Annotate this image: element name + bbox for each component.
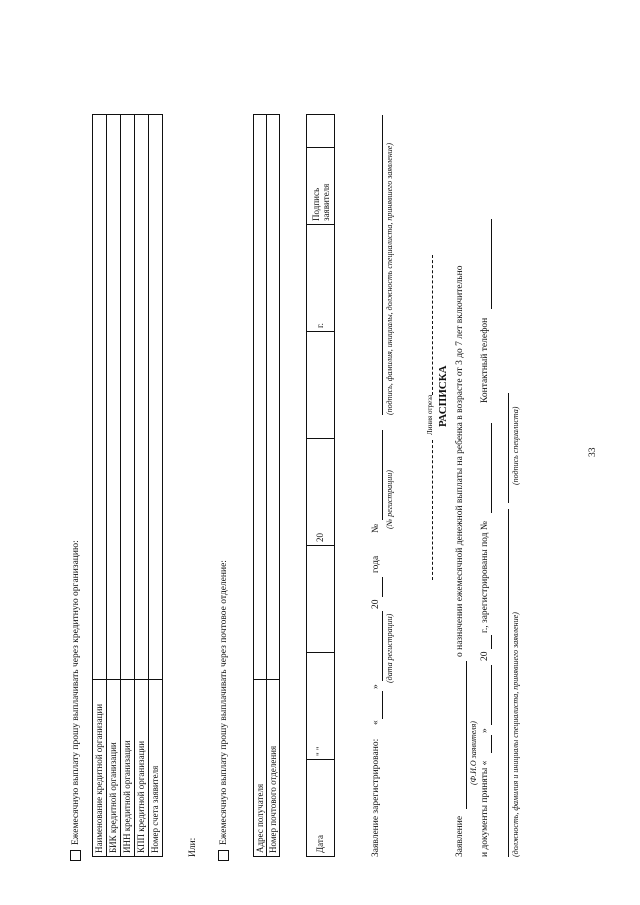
receipt-docs-prefix: и документы приняты « bbox=[480, 760, 490, 857]
receipt-docs-day-line[interactable] bbox=[491, 735, 492, 753]
sign-signature-label-text: Подпись заявителя bbox=[310, 183, 331, 221]
bank-value-inn[interactable] bbox=[121, 115, 135, 680]
registration-day-line[interactable] bbox=[382, 691, 383, 719]
bank-value-account[interactable] bbox=[149, 115, 163, 680]
sign-year-prefix[interactable]: 20 bbox=[307, 439, 335, 546]
post-option-label: Ежемесячную выплату прошу выплачивать через почтовое отделение: bbox=[219, 560, 229, 845]
receipt-docs-month-line[interactable] bbox=[491, 665, 492, 725]
receipt-applicant-line[interactable] bbox=[466, 661, 467, 809]
post-row-office: Номер почтового отделения bbox=[267, 680, 280, 857]
receipt-position-line[interactable] bbox=[508, 509, 509, 857]
cut-line-left bbox=[432, 440, 433, 580]
receipt-statement-word: Заявление bbox=[455, 815, 465, 857]
sign-date-label: Дата bbox=[307, 760, 335, 857]
cut-line-label: Линия отреза bbox=[426, 394, 434, 435]
or-label: Или: bbox=[188, 837, 198, 857]
registration-year-word: года bbox=[371, 555, 381, 573]
registration-year-line[interactable] bbox=[382, 577, 383, 597]
receipt-docs-number-line[interactable] bbox=[491, 423, 492, 513]
bank-option-label: Ежемесячную выплату прошу выплачивать через кредитную организацию: bbox=[71, 540, 81, 845]
post-value-office[interactable] bbox=[267, 115, 280, 680]
registration-number-sign: № bbox=[371, 523, 381, 533]
receipt-title: РАСПИСКА bbox=[437, 365, 449, 427]
bank-row-kpp: КПП кредитной организации bbox=[135, 680, 149, 857]
registration-month-line[interactable] bbox=[382, 611, 383, 681]
post-value-address[interactable] bbox=[254, 115, 267, 680]
registration-label: Заявление зарегистрировано: bbox=[371, 738, 381, 857]
receipt-cap-applicant: (Ф.И.О заявителя) bbox=[469, 721, 478, 785]
bank-value-kpp[interactable] bbox=[135, 115, 149, 680]
bank-details-table bbox=[92, 114, 163, 857]
sign-signature-cell[interactable] bbox=[307, 115, 335, 148]
bank-row-inn: ИНН кредитной организации bbox=[121, 680, 135, 857]
sign-month[interactable] bbox=[307, 546, 335, 653]
post-option-checkbox[interactable] bbox=[218, 850, 229, 861]
registration-cap-date: (дата регистрации) bbox=[385, 613, 394, 683]
receipt-docs-year: 20 bbox=[480, 651, 490, 661]
sign-year-suffix: г. bbox=[307, 225, 335, 332]
registration-cap-number: (№ регистрации) bbox=[385, 470, 394, 529]
sign-year[interactable] bbox=[307, 332, 335, 439]
bank-value-name[interactable] bbox=[93, 115, 107, 680]
bank-value-bik[interactable] bbox=[107, 115, 121, 680]
receipt-docs-close: » bbox=[480, 728, 490, 733]
post-details-table bbox=[253, 114, 280, 857]
registration-quote-close: » bbox=[371, 684, 381, 689]
signature-table bbox=[306, 114, 335, 857]
bank-row-name: Наименование кредитной организации bbox=[93, 680, 107, 857]
receipt-phone-line[interactable] bbox=[491, 219, 492, 309]
receipt-phone-label: Контактный телефон bbox=[480, 317, 490, 403]
page-number: 33 bbox=[588, 447, 598, 457]
receipt-cap-position: (должность, фамилия и инициалы специалиста, принявшего заявление) bbox=[511, 612, 520, 857]
registration-cap-official: (подпись, фамилия, инициалы, должность специалиста, принявшего заявление) bbox=[385, 143, 394, 415]
bank-option-checkbox[interactable] bbox=[70, 850, 81, 861]
sign-signature-label bbox=[307, 148, 335, 225]
receipt-docs-year-line[interactable] bbox=[491, 635, 492, 649]
registration-official-line[interactable] bbox=[382, 115, 383, 415]
registration-year: 20 bbox=[371, 599, 381, 609]
sign-date-quotes[interactable]: " " bbox=[307, 653, 335, 760]
registration-number-line[interactable] bbox=[382, 430, 383, 520]
bank-row-bik: БИК кредитной организации bbox=[107, 680, 121, 857]
receipt-signature-line[interactable] bbox=[508, 393, 509, 503]
receipt-cap-signature: (подпись специалиста) bbox=[511, 406, 520, 485]
bank-row-account: Номер счета заявителя bbox=[149, 680, 163, 857]
receipt-docs-registered: г., зарегистрированы под № bbox=[480, 521, 490, 633]
registration-quote-open: « bbox=[371, 720, 381, 725]
receipt-purpose: о назначении ежемесячной денежной выплаты на ребенка в возрасте от 3 до 7 лет включительно bbox=[455, 265, 465, 657]
cut-line-right bbox=[432, 255, 433, 395]
post-row-address: Адрес получателя bbox=[254, 680, 267, 857]
